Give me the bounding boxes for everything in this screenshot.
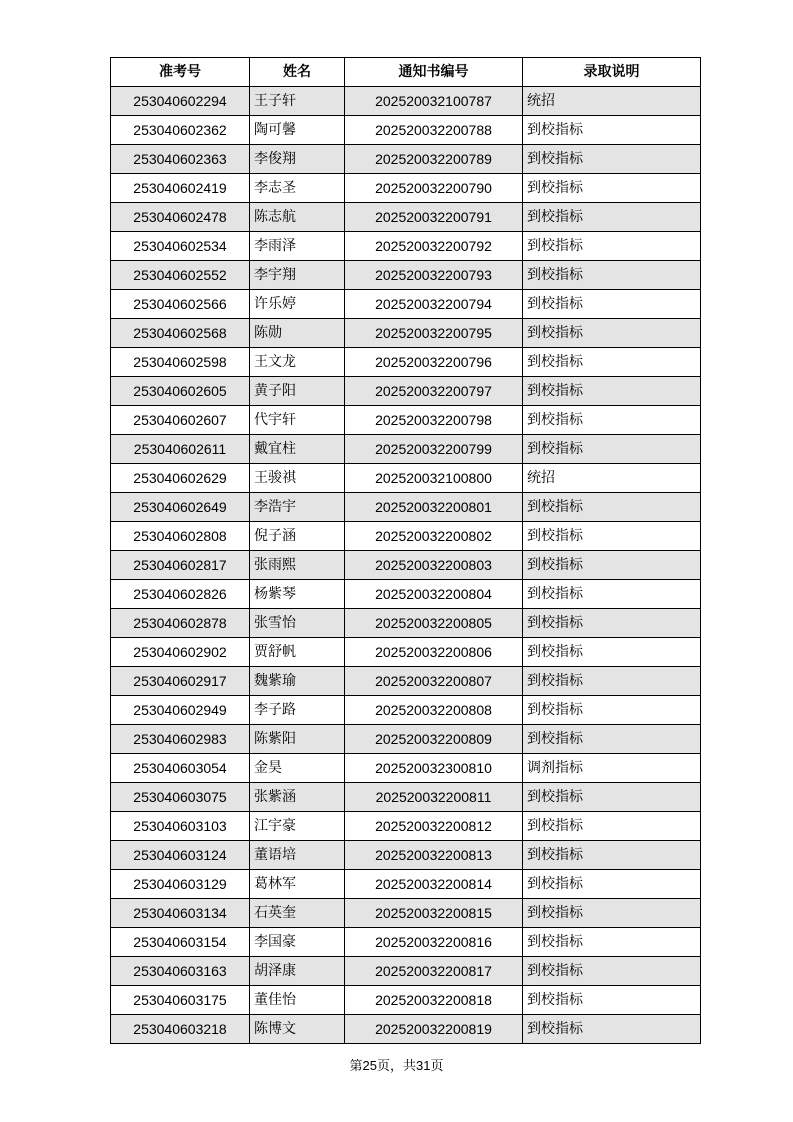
exam-id-cell: 253040602629 — [111, 464, 250, 493]
table-row — [111, 725, 701, 754]
footer-suffix: 页 — [430, 1059, 444, 1074]
exam-id-cell: 253040603163 — [111, 957, 250, 986]
name-cell: 陶可馨 — [250, 116, 345, 145]
name-cell: 董语培 — [250, 841, 345, 870]
table-row — [111, 870, 701, 899]
name-cell: 金昊 — [250, 754, 345, 783]
header-admission-note: 录取说明 — [523, 58, 701, 87]
name-cell: 代宇轩 — [250, 406, 345, 435]
admission-note-cell: 到校指标 — [523, 638, 701, 667]
admission-note-cell: 到校指标 — [523, 783, 701, 812]
name-cell: 倪子涵 — [250, 522, 345, 551]
name-cell: 李宇翔 — [250, 261, 345, 290]
footer-middle: 页，共 — [376, 1059, 416, 1074]
name-cell: 贾舒帆 — [250, 638, 345, 667]
admission-note-cell: 到校指标 — [523, 290, 701, 319]
admission-note-cell: 到校指标 — [523, 1015, 701, 1044]
name-cell: 王文龙 — [250, 348, 345, 377]
name-cell: 李子路 — [250, 696, 345, 725]
exam-id-cell: 253040602878 — [111, 609, 250, 638]
name-cell: 李国豪 — [250, 928, 345, 957]
admission-note-cell: 到校指标 — [523, 406, 701, 435]
admission-note-cell: 统招 — [523, 87, 701, 116]
exam-id-cell: 253040602649 — [111, 493, 250, 522]
notice-number-cell: 202520032200814 — [345, 870, 523, 899]
table-row — [111, 464, 701, 493]
name-cell: 黄子阳 — [250, 377, 345, 406]
notice-number-cell: 202520032200805 — [345, 609, 523, 638]
notice-number-cell: 202520032200807 — [345, 667, 523, 696]
exam-id-cell: 253040603103 — [111, 812, 250, 841]
admission-note-cell: 到校指标 — [523, 522, 701, 551]
exam-id-cell: 253040602949 — [111, 696, 250, 725]
table-row — [111, 348, 701, 377]
name-cell: 陈紫阳 — [250, 725, 345, 754]
notice-number-cell: 202520032200799 — [345, 435, 523, 464]
name-cell: 陈勋 — [250, 319, 345, 348]
name-cell: 许乐婷 — [250, 290, 345, 319]
name-cell: 葛林军 — [250, 870, 345, 899]
table-row — [111, 609, 701, 638]
table-row — [111, 667, 701, 696]
exam-id-cell: 253040602363 — [111, 145, 250, 174]
exam-id-cell: 253040602552 — [111, 261, 250, 290]
exam-id-cell: 253040602611 — [111, 435, 250, 464]
exam-id-cell: 253040603054 — [111, 754, 250, 783]
footer-page-number: 25 — [362, 1058, 377, 1073]
name-cell: 王子轩 — [250, 87, 345, 116]
admission-note-cell: 到校指标 — [523, 841, 701, 870]
table-row — [111, 783, 701, 812]
admission-note-cell: 到校指标 — [523, 377, 701, 406]
name-cell: 张紫涵 — [250, 783, 345, 812]
notice-number-cell: 202520032200817 — [345, 957, 523, 986]
table-row — [111, 406, 701, 435]
exam-id-cell: 253040602294 — [111, 87, 250, 116]
exam-id-cell: 253040603075 — [111, 783, 250, 812]
name-cell: 董佳怡 — [250, 986, 345, 1015]
name-cell: 魏紫瑜 — [250, 667, 345, 696]
table-row — [111, 174, 701, 203]
exam-id-cell: 253040602362 — [111, 116, 250, 145]
admission-note-cell: 到校指标 — [523, 812, 701, 841]
notice-number-cell: 202520032200806 — [345, 638, 523, 667]
notice-number-cell: 202520032100800 — [345, 464, 523, 493]
name-cell: 李俊翔 — [250, 145, 345, 174]
admission-note-cell: 到校指标 — [523, 551, 701, 580]
exam-id-cell: 253040602566 — [111, 290, 250, 319]
admission-note-cell: 到校指标 — [523, 928, 701, 957]
notice-number-cell: 202520032200812 — [345, 812, 523, 841]
name-cell: 张雨熙 — [250, 551, 345, 580]
admission-note-cell: 到校指标 — [523, 145, 701, 174]
footer-total-pages: 31 — [416, 1058, 431, 1073]
name-cell: 张雪怡 — [250, 609, 345, 638]
notice-number-cell: 202520032200790 — [345, 174, 523, 203]
table-row — [111, 290, 701, 319]
exam-id-cell: 253040602605 — [111, 377, 250, 406]
admission-note-cell: 到校指标 — [523, 116, 701, 145]
name-cell: 李浩宇 — [250, 493, 345, 522]
table-row — [111, 261, 701, 290]
name-cell: 戴宜柱 — [250, 435, 345, 464]
admission-note-cell: 到校指标 — [523, 580, 701, 609]
notice-number-cell: 202520032200804 — [345, 580, 523, 609]
table-row — [111, 377, 701, 406]
admission-note-cell: 到校指标 — [523, 174, 701, 203]
notice-number-cell: 202520032200791 — [345, 203, 523, 232]
table-row — [111, 493, 701, 522]
notice-number-cell: 202520032200788 — [345, 116, 523, 145]
exam-id-cell: 253040602568 — [111, 319, 250, 348]
header-notice-number: 通知书编号 — [345, 58, 523, 87]
table-row — [111, 928, 701, 957]
table-row — [111, 957, 701, 986]
name-cell: 杨紫琴 — [250, 580, 345, 609]
table-row — [111, 754, 701, 783]
table-row — [111, 522, 701, 551]
notice-number-cell: 202520032200793 — [345, 261, 523, 290]
admission-note-cell: 到校指标 — [523, 261, 701, 290]
notice-number-cell: 202520032200815 — [345, 899, 523, 928]
notice-number-cell: 202520032100787 — [345, 87, 523, 116]
name-cell: 陈博文 — [250, 1015, 345, 1044]
table-row — [111, 203, 701, 232]
notice-number-cell: 202520032200796 — [345, 348, 523, 377]
notice-number-cell: 202520032200802 — [345, 522, 523, 551]
table-row — [111, 551, 701, 580]
footer-prefix: 第 — [349, 1059, 363, 1074]
header-name: 姓名 — [250, 58, 345, 87]
name-cell: 陈志航 — [250, 203, 345, 232]
name-cell: 江宇豪 — [250, 812, 345, 841]
name-cell: 石英奎 — [250, 899, 345, 928]
name-cell: 李雨泽 — [250, 232, 345, 261]
admission-note-cell: 统招 — [523, 464, 701, 493]
notice-number-cell: 202520032200818 — [345, 986, 523, 1015]
exam-id-cell: 253040602826 — [111, 580, 250, 609]
name-cell: 李志圣 — [250, 174, 345, 203]
admission-note-cell: 到校指标 — [523, 725, 701, 754]
admission-note-cell: 到校指标 — [523, 870, 701, 899]
exam-id-cell: 253040602598 — [111, 348, 250, 377]
name-cell: 胡泽康 — [250, 957, 345, 986]
notice-number-cell: 202520032200819 — [345, 1015, 523, 1044]
header-exam-id: 准考号 — [111, 58, 250, 87]
exam-id-cell: 253040602808 — [111, 522, 250, 551]
admission-note-cell: 到校指标 — [523, 319, 701, 348]
admission-note-cell: 调剂指标 — [523, 754, 701, 783]
table-row — [111, 232, 701, 261]
notice-number-cell: 202520032200794 — [345, 290, 523, 319]
notice-number-cell: 202520032200816 — [345, 928, 523, 957]
exam-id-cell: 253040603218 — [111, 1015, 250, 1044]
admission-note-cell: 到校指标 — [523, 667, 701, 696]
notice-number-cell: 202520032200798 — [345, 406, 523, 435]
notice-number-cell: 202520032200803 — [345, 551, 523, 580]
admission-note-cell: 到校指标 — [523, 696, 701, 725]
notice-number-cell: 202520032200809 — [345, 725, 523, 754]
exam-id-cell: 253040602607 — [111, 406, 250, 435]
table-row — [111, 1015, 701, 1044]
admission-table — [110, 57, 701, 1044]
table-row — [111, 87, 701, 116]
notice-number-cell: 202520032200811 — [345, 783, 523, 812]
exam-id-cell: 253040602817 — [111, 551, 250, 580]
admission-note-cell: 到校指标 — [523, 493, 701, 522]
exam-id-cell: 253040602534 — [111, 232, 250, 261]
notice-number-cell: 202520032200813 — [345, 841, 523, 870]
table-row — [111, 435, 701, 464]
exam-id-cell: 253040603175 — [111, 986, 250, 1015]
table-row — [111, 812, 701, 841]
table-row — [111, 116, 701, 145]
table-row — [111, 899, 701, 928]
page-footer — [0, 1055, 793, 1074]
notice-number-cell: 202520032200797 — [345, 377, 523, 406]
exam-id-cell: 253040603129 — [111, 870, 250, 899]
admission-note-cell: 到校指标 — [523, 986, 701, 1015]
name-cell: 王骏祺 — [250, 464, 345, 493]
table-row — [111, 580, 701, 609]
table-row — [111, 841, 701, 870]
admission-note-cell: 到校指标 — [523, 232, 701, 261]
notice-number-cell: 202520032200789 — [345, 145, 523, 174]
admission-note-cell: 到校指标 — [523, 899, 701, 928]
notice-number-cell: 202520032200792 — [345, 232, 523, 261]
exam-id-cell: 253040602902 — [111, 638, 250, 667]
admission-note-cell: 到校指标 — [523, 435, 701, 464]
table-row — [111, 696, 701, 725]
notice-number-cell: 202520032200795 — [345, 319, 523, 348]
table-row — [111, 638, 701, 667]
notice-number-cell: 202520032300810 — [345, 754, 523, 783]
exam-id-cell: 253040603134 — [111, 899, 250, 928]
admission-note-cell: 到校指标 — [523, 957, 701, 986]
exam-id-cell: 253040603124 — [111, 841, 250, 870]
admission-note-cell: 到校指标 — [523, 203, 701, 232]
admission-note-cell: 到校指标 — [523, 348, 701, 377]
table-body — [111, 87, 701, 1044]
exam-id-cell: 253040602917 — [111, 667, 250, 696]
notice-number-cell: 202520032200808 — [345, 696, 523, 725]
table-header-row — [111, 58, 701, 87]
table-row — [111, 986, 701, 1015]
exam-id-cell: 253040602478 — [111, 203, 250, 232]
table-row — [111, 145, 701, 174]
table-row — [111, 319, 701, 348]
admission-note-cell: 到校指标 — [523, 609, 701, 638]
exam-id-cell: 253040602419 — [111, 174, 250, 203]
notice-number-cell: 202520032200801 — [345, 493, 523, 522]
exam-id-cell: 253040603154 — [111, 928, 250, 957]
exam-id-cell: 253040602983 — [111, 725, 250, 754]
